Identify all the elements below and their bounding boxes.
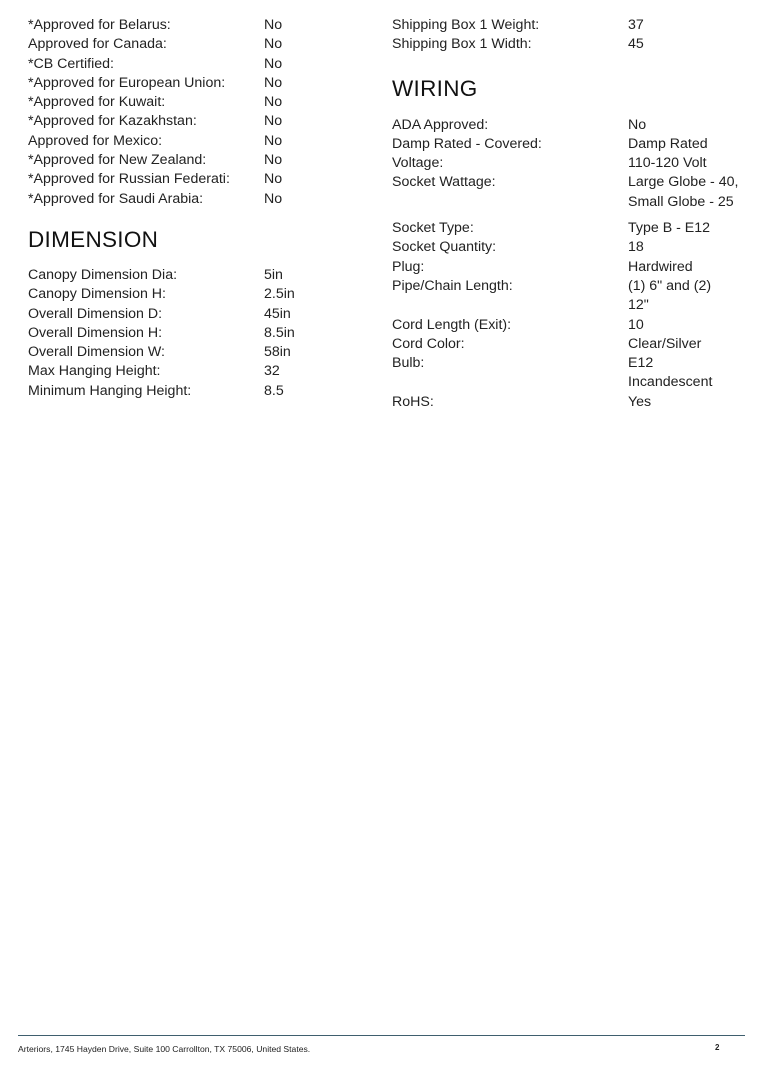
spec-row (392, 154, 752, 173)
spec-label: *Approved for Saudi Arabia: (28, 190, 204, 207)
spec-row (28, 74, 388, 93)
spec-label: Shipping Box 1 Weight: (392, 17, 540, 33)
spec-label: *Approved for New Zealand: (28, 152, 207, 169)
approvals-list (28, 16, 388, 209)
spec-row (28, 324, 388, 343)
spec-label: Socket Type: (392, 220, 474, 237)
spec-label: Socket Wattage: (392, 174, 496, 191)
spec-row (28, 16, 388, 35)
spec-label: Voltage: (392, 155, 444, 172)
page-number: 2 (715, 1043, 720, 1052)
spec-value: Type B - E12 (628, 220, 711, 237)
spec-row (392, 35, 752, 54)
spec-row (28, 151, 388, 170)
spec-label: *Approved for Kuwait: (28, 94, 166, 111)
spec-row (28, 305, 388, 324)
spec-value-line: (1) 6" and (2) (628, 277, 712, 294)
spec-label: RoHS: (392, 393, 434, 410)
dimensions-list (28, 266, 388, 401)
spec-label: Minimum Hanging Height: (28, 382, 192, 399)
spec-row (28, 132, 388, 151)
spec-value: No (264, 152, 283, 169)
spec-value: No (264, 55, 283, 72)
spec-label: Cord Length (Exit): (392, 316, 512, 333)
spec-value: 37 (628, 17, 644, 33)
spec-row (392, 335, 752, 354)
spec-value: 58in (264, 344, 291, 361)
spec-row (28, 190, 388, 209)
spec-value: Yes (628, 393, 652, 410)
spec-value: No (264, 17, 283, 33)
spec-value-line: E12 (628, 355, 654, 372)
spec-row (392, 16, 752, 35)
spec-label: *Approved for Russian Federati: (28, 171, 230, 188)
spec-value: Clear/Silver (628, 335, 702, 352)
spec-label: Max Hanging Height: (28, 363, 161, 380)
spec-label: Overall Dimension H: (28, 324, 163, 341)
spec-value: 10 (628, 316, 644, 333)
spec-row (392, 258, 752, 277)
spec-label: *Approved for Kazakhstan: (28, 113, 197, 130)
spec-label: Damp Rated - Covered: (392, 135, 542, 152)
spec-label: Overall Dimension D: (28, 305, 163, 322)
spec-label: Approved for Mexico: (28, 132, 163, 149)
spec-value: No (264, 74, 283, 91)
spec-row (392, 219, 752, 238)
spec-value (628, 354, 748, 393)
spec-row (392, 173, 752, 212)
spec-value: No (264, 36, 283, 53)
spec-label: Overall Dimension W: (28, 344, 165, 361)
spec-row (28, 285, 388, 304)
spec-value (628, 277, 748, 316)
spec-row (392, 135, 752, 154)
spec-row (392, 277, 752, 316)
spec-label: Bulb: (392, 355, 425, 372)
spec-row (28, 170, 388, 189)
spec-row (392, 116, 752, 135)
spec-label: *Approved for Belarus: (28, 17, 171, 33)
spec-value: 8.5in (264, 324, 295, 341)
spec-value: No (628, 116, 647, 133)
spec-row (392, 393, 752, 412)
spec-value: 45in (264, 305, 291, 322)
spec-value: 110-120 Volt (628, 155, 707, 172)
spacer (392, 212, 752, 219)
spec-value: No (264, 171, 283, 188)
spec-label: *Approved for European Union: (28, 74, 226, 91)
spec-value: 8.5 (264, 382, 284, 399)
spec-row (28, 362, 388, 381)
spec-value: No (264, 113, 283, 130)
spec-label: Cord Color: (392, 335, 465, 352)
spec-label: Canopy Dimension H: (28, 286, 166, 303)
spec-row (28, 382, 388, 401)
spec-row (28, 266, 388, 285)
spec-label: Plug: (392, 258, 425, 275)
spec-label: Pipe/Chain Length: (392, 277, 513, 294)
spec-row (28, 93, 388, 112)
spec-value-line: Small Globe - 25 (628, 193, 734, 210)
spec-row (28, 55, 388, 74)
spec-value: Hardwired (628, 258, 693, 275)
dimension-heading: DIMENSION (28, 226, 159, 252)
spec-value-line: Large Globe - 40, (628, 174, 739, 191)
spec-value: 32 (264, 363, 280, 380)
spec-value: 2.5in (264, 286, 295, 303)
spec-value: 5in (264, 266, 283, 283)
spec-label: Canopy Dimension Dia: (28, 266, 178, 283)
spec-value-line: 12" (628, 297, 649, 314)
spec-value: No (264, 132, 283, 149)
spec-value: No (264, 94, 283, 111)
footer-address: Arteriors, 1745 Hayden Drive, Suite 100 Carrollton, TX 75006, United States. (18, 1044, 311, 1054)
spec-value-line: Incandescent (628, 374, 713, 391)
spec-value: No (264, 190, 283, 207)
spec-row (392, 316, 752, 335)
spec-label: Approved for Canada: (28, 36, 167, 53)
spec-row (28, 343, 388, 362)
spec-value: Damp Rated (628, 135, 708, 152)
spec-value: 18 (628, 239, 644, 256)
wiring-heading: WIRING (392, 75, 478, 101)
spec-row (392, 354, 752, 393)
spec-value (628, 173, 748, 212)
footer-divider (18, 1035, 745, 1036)
spec-label: *CB Certified: (28, 55, 114, 72)
spec-value: 45 (628, 36, 644, 53)
right-column (392, 16, 752, 412)
spec-label: ADA Approved: (392, 116, 489, 133)
left-column (28, 16, 388, 401)
spec-row (392, 238, 752, 257)
spec-label: Shipping Box 1 Width: (392, 36, 532, 53)
spec-row (28, 35, 388, 54)
spec-label: Socket Quantity: (392, 239, 497, 256)
spec-row (28, 112, 388, 131)
wiring-list (392, 116, 752, 412)
shipping-list (392, 16, 752, 55)
